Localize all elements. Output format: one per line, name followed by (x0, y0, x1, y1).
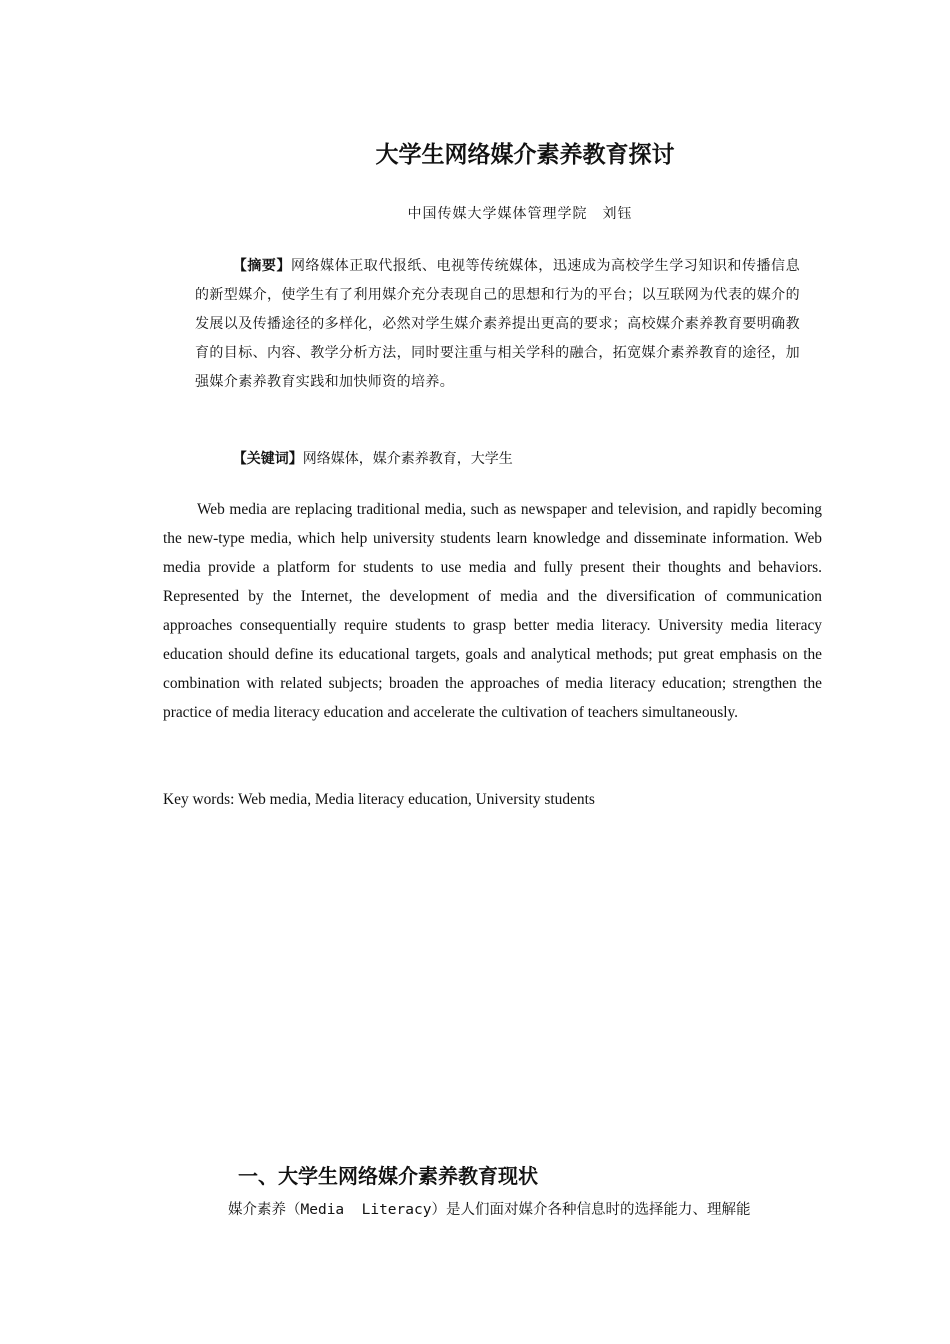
abstract-text: 网络媒体正取代报纸、电视等传统媒体，迅速成为高校学生学习知识和传播信息的新型媒介，使学生有了利用媒介充分表现自己的思想和行为的平台；以互联网为代表的媒介的发展以及传播途径的多样化，必然对学生媒介素养提出更高的要求；高校媒介素养教育要明确教育的目标、内容、教学分析方法，同时要注重与相关学科的融合，拓宽媒介素养教育的途径，加强媒介素养教育实践和加快师资的培养。 (195, 258, 801, 390)
english-abstract: Web media are replacing traditional media, such as newspaper and television, and rapidly becoming the new-type media, which help university students learn knowledge and disseminate information. Web media provide a platform for students to use media and fully present their thoughts and behaviors. Represented by the Internet, the development of media and the diversification of communication approaches consequentially require students to grasp better media literacy. University media literacy education should define its educational targets, goals and analytical methods; put great emphasis on the combination with related subjects; broaden the approaches of media literacy education; strengthen the practice of media literacy education and accelerate the cultivation of teachers simultaneously. (163, 501, 822, 721)
document-title: 大学生网络媒介素养教育探讨 (375, 142, 675, 168)
author-affiliation: 中国传媒大学媒体管理学院 刘钰 (407, 206, 633, 222)
keywords-tag: 【关键词】 (232, 451, 303, 467)
section-heading: 一、大学生网络媒介素养教育现状 (238, 1164, 538, 1188)
english-keywords: Key words: Web media, Media literacy education, University students (163, 791, 595, 808)
chinese-keywords (195, 445, 800, 474)
keywords-text: 网络媒体，媒介素养教育，大学生 (302, 451, 513, 467)
abstract-tag: 【摘要】 (232, 258, 291, 274)
section-body-text: 媒介素养（Media Literacy）是人们面对媒介各种信息时的选择能力、理解能 (228, 1202, 751, 1218)
chinese-abstract (195, 252, 800, 397)
